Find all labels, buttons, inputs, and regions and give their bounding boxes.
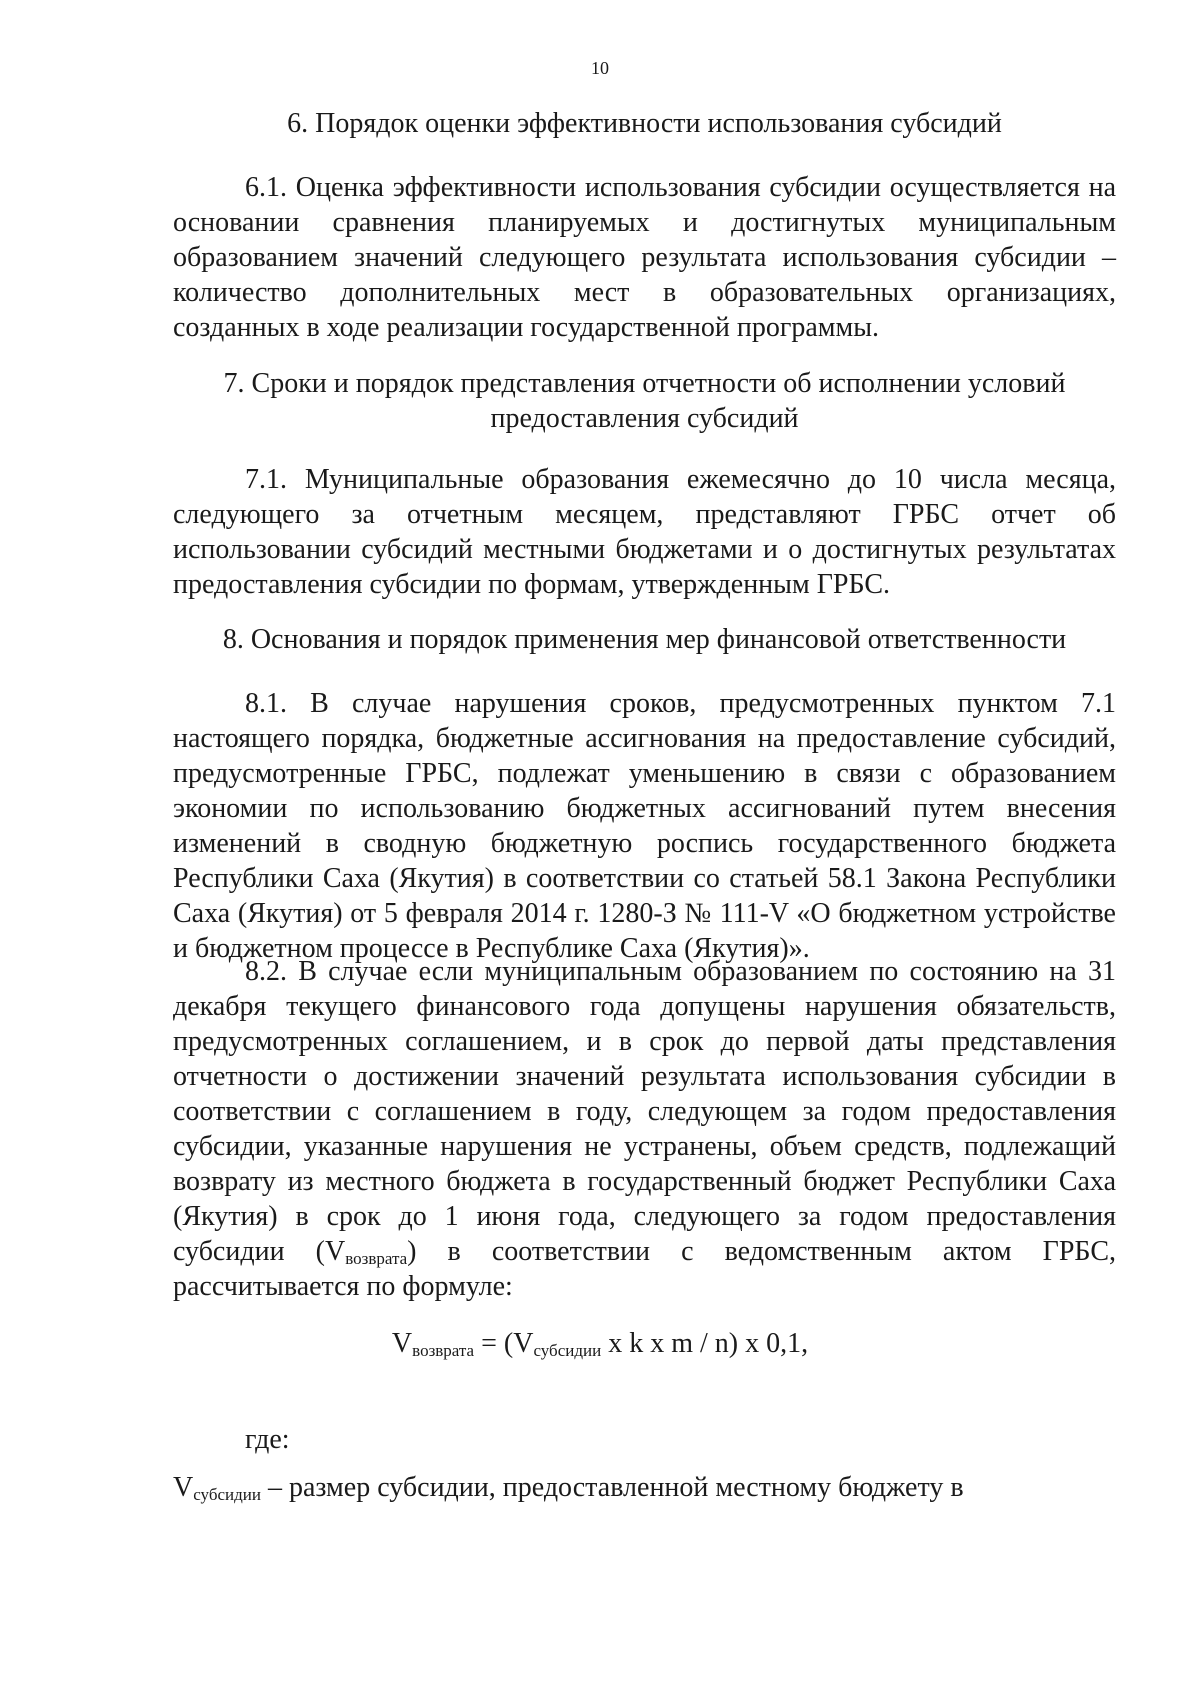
formula-sub-return: возврата bbox=[412, 1341, 475, 1360]
paragraph-8-2-tail: ) в соответствии с ведомственным актом ГРБС, рассчитывается по формуле: bbox=[173, 1236, 1116, 1302]
paragraph-6-1: 6.1. Оценка эффективности использования субсидии осуществляется на основании сравнения планируемых и достигнутых муниципальным образованием значений следующего результата использования субсидии – количество дополнительных мест в образовательных организациях, созданных в ходе реализации государственной программы. bbox=[173, 172, 1116, 343]
definition-v: V bbox=[173, 1472, 194, 1503]
formula-sub-subsidy: субсидии bbox=[533, 1341, 602, 1360]
formula-equals: = (V bbox=[474, 1328, 534, 1359]
page-number: 10 bbox=[591, 58, 609, 78]
paragraph-8-2-text: 8.2. В случае если муниципальным образованием по состоянию на 31 декабря текущего финансового года допущены нарушения обязательств, предусмотренных соглашением, и в срок до первой даты представления отчетности о достижении значений результата использования субсидии в соответствии с соглашением в году, следующем за годом предоставления субсидии, указанные нарушения не устранены, объем средств, подлежащий возврату из местного бюджета в государственный бюджет Республики Саха (Якутия) в срок до 1 июня года, следующего за годом предоставления субсидии (V bbox=[173, 956, 1116, 1267]
section-8-heading: 8. Основания и порядок применения мер финансовой ответственности bbox=[222, 624, 1067, 655]
formula-v: V bbox=[391, 1328, 413, 1359]
paragraph-8-1: 8.1. В случае нарушения сроков, предусмотренных пунктом 7.1 настоящего порядка, бюджетные ассигнования на предоставление субсидий, предусмотренные ГРБС, подлежат уменьшению в связи с образованием экономии по использованию бюджетных ассигнований путем внесения изменений в сводную бюджетную роспись государственного бюджета Республики Саха (Якутия) в соответствии со статьей 58.1 Закона Республики Саха (Якутия) от 5 февраля 2014 г. 1280-З № 111-V «О бюджетном устройстве и бюджетном процессе в Республике Саха (Якутия)». bbox=[173, 688, 1116, 964]
formula-rest: x k x m / n) x 0,1, bbox=[601, 1328, 809, 1359]
definition-v-subsidy bbox=[173, 1470, 1116, 1505]
paragraph-7-1: 7.1. Муниципальные образования ежемесячно до 10 числа месяца, следующего за отчетным месяцем, представляют ГРБС отчет об использовании субсидий местными бюджетами и о достигнутых результатах предоставления субсидии по формам, утвержденным ГРБС. bbox=[173, 464, 1116, 600]
section-6-heading: 6. Порядок оценки эффективности использования субсидий bbox=[287, 108, 1002, 139]
return-formula bbox=[0, 1326, 1200, 1361]
definition-sub: субсидии bbox=[193, 1485, 261, 1504]
where-label: где: bbox=[245, 1424, 290, 1455]
definition-text: – размер субсидии, предоставленной местному бюджету в bbox=[260, 1472, 964, 1503]
paragraph-8-2 bbox=[173, 954, 1116, 1304]
subscript-return: возврата bbox=[345, 1249, 408, 1268]
section-7-heading: 7. Сроки и порядок представления отчетности об исполнении условий предоставления субсидий bbox=[223, 368, 1066, 434]
